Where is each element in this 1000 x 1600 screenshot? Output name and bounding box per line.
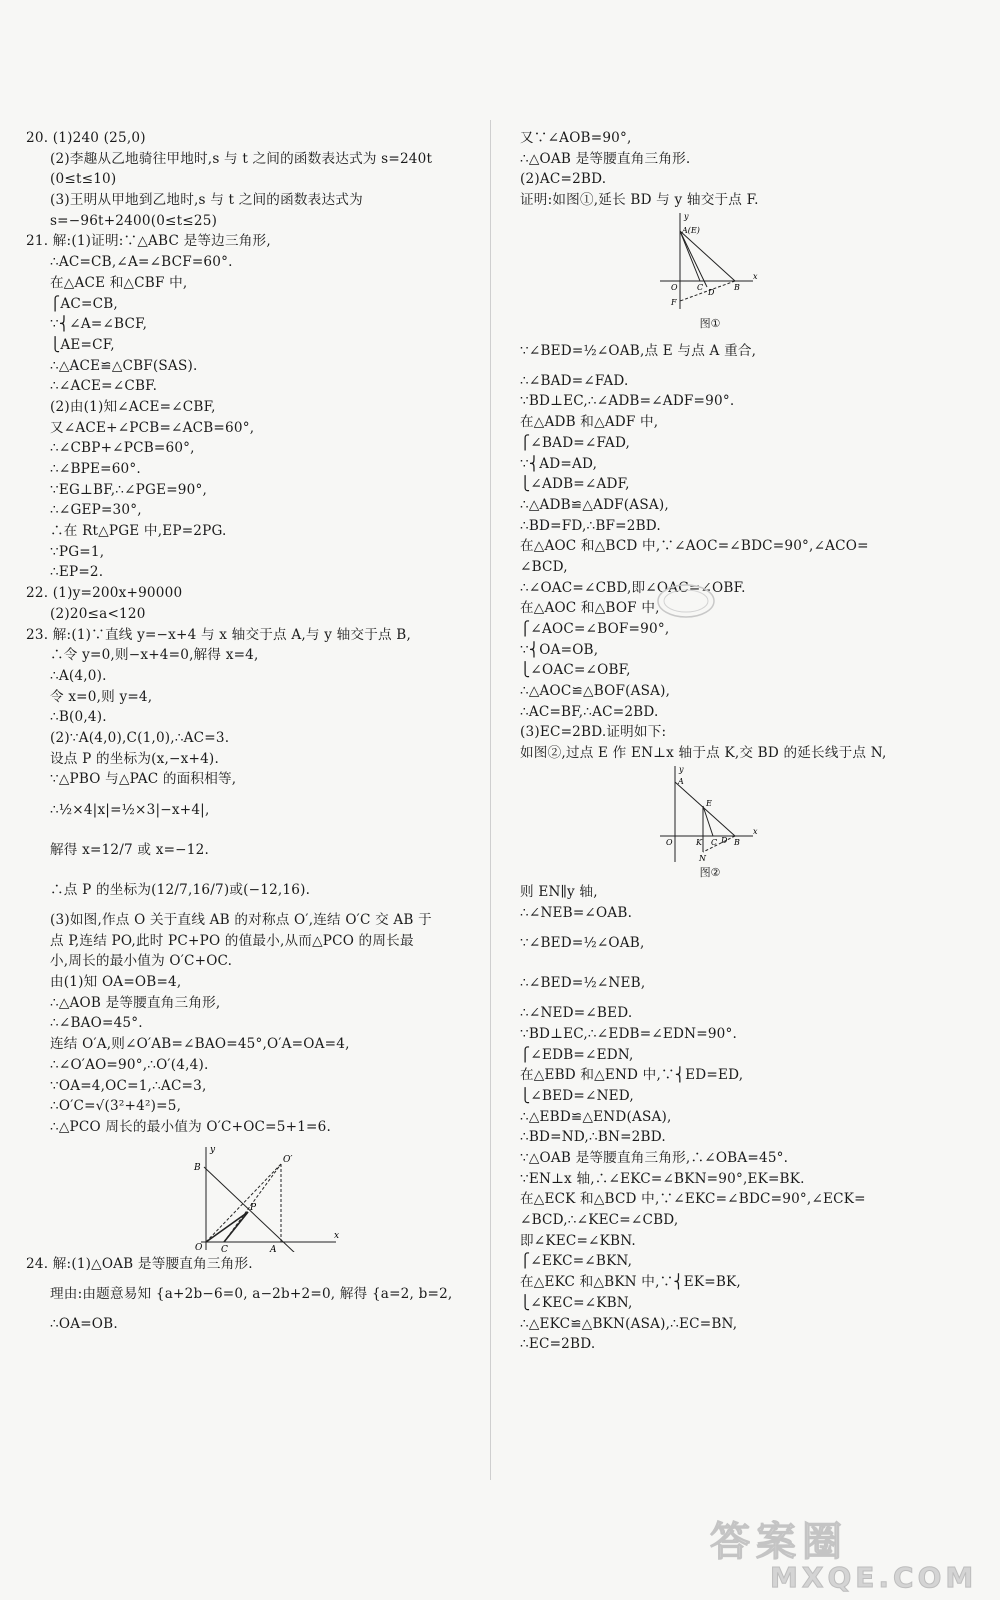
text-line: (2)20≤a<120 — [50, 605, 146, 622]
text-line: ∠BCD, — [520, 558, 568, 575]
label-x: x — [753, 826, 758, 836]
text-line: ⎧∠AOC=∠BOF=90°, — [520, 621, 670, 637]
figure-1-graph — [655, 211, 765, 315]
text-line: ∴∠NED=∠BED. — [520, 1005, 633, 1022]
text-line: ∴∠ACE=∠CBF. — [50, 378, 158, 395]
figure-1 — [655, 211, 975, 331]
label-y: y — [210, 1144, 216, 1155]
text-line: ∵△PBO 与△PAC 的面积相等, — [50, 771, 237, 788]
text-line: 连结 O′A,则∠O′AB=∠BAO=45°,O′A=OA=4, — [50, 1036, 350, 1053]
text-line: 如图②,过点 E 作 EN⊥x 轴于点 K,交 BD 的延长线于点 N, — [520, 745, 887, 762]
text-line: ⎩∠KEC=∠KBN, — [520, 1294, 633, 1311]
text-line: ∴△AOB 是等腰直角三角形, — [50, 994, 221, 1011]
text-line: ∴∠CBP+∠PCB=60°, — [50, 440, 195, 457]
label-p: P — [250, 1202, 257, 1213]
text-line: ∴△AOC≌△BOF(ASA), — [520, 683, 671, 700]
stamp-mark — [655, 582, 717, 620]
figure-2-caption: 图② — [699, 865, 721, 879]
label-k: K — [696, 837, 702, 847]
label-f: F — [671, 297, 677, 307]
text-line: ∴∠O′AO=90°,∴O′(4,4). — [50, 1056, 209, 1073]
text-line: ∴BD=ND,∴BN=2BD. — [520, 1129, 666, 1146]
figure-1-caption: 图① — [699, 316, 721, 330]
text-line: (2)李趣从乙地骑往甲地时,s 与 t 之间的函数表达式为 s=240t — [50, 150, 433, 167]
text-line: 即∠KEC=∠KBN. — [520, 1232, 636, 1249]
text-line: ∴△EKC≌△BKN(ASA),∴EC=BN, — [520, 1315, 738, 1332]
label-y: y — [679, 764, 684, 774]
watermark — [710, 1510, 978, 1594]
label-o: O — [195, 1242, 203, 1252]
label-o: O — [671, 282, 678, 292]
segment-ad — [680, 231, 707, 287]
formula-line: ∴点 P 的坐标为(12/7,16/7)或(−12,16). — [50, 882, 311, 898]
text-line: ⎩AE=CF, — [50, 336, 115, 353]
label-x: x — [753, 271, 758, 281]
text-line: 24. 解:(1)△OAB 是等腰直角三角形. — [26, 1255, 253, 1272]
text-line: (2)AC=2BD. — [520, 171, 607, 188]
segment-bn — [703, 836, 735, 852]
text-line: 在△EKC 和△BKN 中,∵⎨EK=BK, — [520, 1274, 741, 1291]
watermark-bottom: MXQE.COM — [770, 1561, 978, 1594]
text-line: ⎧∠EDB=∠EDN, — [520, 1046, 634, 1063]
text-line: ∠BCD,∴∠KEC=∠CBD, — [520, 1212, 679, 1229]
label-x: x — [334, 1230, 340, 1241]
text-line: ⎧∠EKC=∠BKN, — [520, 1253, 633, 1270]
formula-line: 解得 x=12/7 或 x=−12. — [50, 842, 209, 858]
text-line: 在△ADB 和△ADF 中, — [520, 414, 659, 431]
label-b: B — [734, 282, 740, 292]
segment-ab — [680, 231, 735, 281]
text-line: 在△AOC 和△BCD 中,∵∠AOC=∠BDC=90°,∠ACO= — [520, 538, 869, 555]
segment-ab — [675, 782, 735, 836]
text-line: ∴BD=FD,∴BF=2BD. — [520, 517, 661, 534]
text-line: ∵BD⊥EC,∴∠ADB=∠ADF=90°. — [520, 393, 735, 410]
text-line: s=−96t+2400(0≤t≤25) — [50, 212, 218, 229]
text-line: ∵⎨∠A=∠BCF, — [50, 316, 148, 333]
text-line: 在△EBD 和△END 中,∵⎨ED=ED, — [520, 1067, 744, 1084]
text-line: ⎧∠BAD=∠FAD, — [520, 434, 631, 451]
text-line: ∴OA=OB. — [50, 1316, 118, 1333]
formula-line: 理由:由题意易知 {a+2b−6=0, a−2b+2=0, 解得 {a=2, b=2, — [50, 1286, 453, 1303]
text-line: 又∠ACE+∠PCB=∠ACB=60°, — [50, 419, 255, 436]
label-c: C — [221, 1244, 228, 1252]
text-line: 在△AOC 和△BOF 中, — [520, 600, 660, 617]
label-b: B — [734, 837, 740, 847]
text-line: ∵BD⊥EC,∴∠EDB=∠EDN=90°. — [520, 1025, 738, 1042]
text-line: ∵⎨OA=OB, — [520, 641, 599, 658]
text-line: ∴令 y=0,则−x+4=0,解得 x=4, — [50, 647, 259, 664]
text-line: 22. (1)y=200x+90000 — [26, 585, 183, 602]
text-line: ∴△ACE≌△CBF(SAS). — [50, 357, 198, 374]
text-line: 23. 解:(1)∵直线 y=−x+4 与 x 轴交于点 A,与 y 轴交于点 B, — [26, 626, 412, 643]
text-line: 在△ECK 和△BCD 中,∵∠EKC=∠BDC=90°,∠ECK= — [520, 1191, 866, 1208]
text-line: ∴∠BAO=45°. — [50, 1015, 143, 1032]
label-c: C — [711, 837, 718, 847]
label-c: C — [697, 282, 704, 292]
label-a: A — [678, 776, 684, 786]
text-line: ∵⎨AD=AD, — [520, 455, 598, 472]
text-line: ∴∠GEP=30°, — [50, 502, 142, 519]
text-line: ∵EN⊥x 轴,∴∠EKC=∠BKN=90°,EK=BK. — [520, 1170, 805, 1187]
watermark-top: 答案圈 — [710, 1519, 848, 1565]
figure-3 — [186, 1142, 481, 1254]
text-line: ∴△OAB 是等腰直角三角形. — [520, 150, 691, 167]
text-line: (3)王明从甲地到乙地时,s 与 t 之间的函数表达式为 — [50, 192, 363, 209]
label-y: y — [684, 211, 689, 221]
text-line: 21. 解:(1)证明:∵△ABC 是等边三角形, — [26, 233, 271, 250]
text-line: 令 x=0,则 y=4, — [50, 688, 153, 705]
text-line: 小,周长的最小值为 O′C+OC. — [50, 953, 233, 970]
text-line: 证明:如图①,延长 BD 与 y 轴交于点 F. — [520, 192, 759, 209]
formula-line: ∴½×4|x|=½×3|−x+4|, — [50, 802, 210, 818]
text-line: ⎩∠ADB=∠ADF, — [520, 476, 630, 493]
right-column — [520, 128, 975, 1355]
label-d: D — [721, 835, 728, 845]
text-line: ∴∠NEB=∠OAB. — [520, 904, 633, 921]
text-line: ∵PG=1, — [50, 543, 105, 560]
text-line: 在△ACE 和△CBF 中, — [50, 274, 188, 291]
text-line: ⎩∠OAC=∠OBF, — [520, 662, 631, 679]
label-b: B — [194, 1162, 201, 1173]
text-line: 20. (1)240 (25,0) — [26, 130, 146, 146]
text-line: ⎩∠BED=∠NED, — [520, 1087, 634, 1104]
text-line: ∴∠OAC=∠CBD,即∠OAC=∠OBF. — [520, 579, 746, 596]
text-line: 点 P,连结 PO,此时 PC+PO 的值最小,从而△PCO 的周长最 — [50, 932, 414, 949]
text-line: ∵EG⊥BF,∴∠PGE=90°, — [50, 481, 208, 498]
figure-2-graph — [655, 764, 765, 864]
text-line: (2)由(1)知∠ACE=∠CBF, — [50, 398, 216, 415]
text-line: (0≤t≤10) — [50, 171, 117, 188]
text-line: 设点 P 的坐标为(x,−x+4). — [50, 750, 219, 767]
segment-ec — [703, 806, 713, 836]
text-line: ∵△OAB 是等腰直角三角形,∴∠OBA=45°. — [520, 1150, 789, 1166]
text-line: 又∵∠AOB=90°, — [520, 130, 632, 146]
text-line: 由(1)知 OA=OB=4, — [50, 974, 182, 991]
formula-line: ∵∠BED=½∠OAB,点 E 与点 A 重合, — [520, 342, 757, 359]
text-line: ∴O′C=√(3²+4²)=5, — [50, 1098, 182, 1115]
label-a: A — [270, 1244, 277, 1252]
label-o-prime: O′ — [283, 1154, 293, 1165]
label-n: N — [699, 853, 706, 863]
label-e: E — [706, 798, 712, 808]
text-line: ∴在 Rt△PGE 中,EP=2PG. — [50, 523, 227, 540]
text-line: 则 EN∥y 轴, — [520, 883, 598, 900]
label-o: O — [666, 837, 673, 847]
text-line: ∴∠BAD=∠FAD. — [520, 372, 629, 389]
formula-line: ∵∠BED=½∠OAB, — [520, 935, 645, 952]
text-line: ∴AC=CB,∠A=∠BCF=60°. — [50, 254, 233, 271]
text-line: ∴△EBD≌△END(ASA), — [520, 1108, 672, 1125]
segment-oo2 — [206, 1164, 281, 1242]
segment-ac — [680, 231, 700, 281]
text-line: ∴△PCO 周长的最小值为 O′C+OC=5+1=6. — [50, 1118, 331, 1135]
text-line: (3)EC=2BD.证明如下: — [520, 724, 667, 741]
text-line: ∴AC=BF,∴AC=2BD. — [520, 703, 659, 720]
text-line: (3)如图,作点 O 关于直线 AB 的对称点 O′,连结 O′C 交 AB 于 — [50, 912, 432, 928]
text-line: ∴B(0,4). — [50, 709, 107, 726]
text-line: ∵OA=4,OC=1,∴AC=3, — [50, 1077, 207, 1094]
text-line: ∴EC=2BD. — [520, 1336, 596, 1353]
figure-2 — [655, 764, 975, 882]
text-line: ∴EP=2. — [50, 564, 104, 581]
column-divider — [490, 120, 491, 1480]
figure-3-graph — [186, 1142, 346, 1252]
label-d: D — [708, 287, 715, 297]
text-line: ∴A(4,0). — [50, 667, 107, 684]
left-column — [26, 128, 481, 1335]
text-line: (2)∵A(4,0),C(1,0),∴AC=3. — [50, 729, 230, 746]
text-line: ∴∠BPE=60°. — [50, 461, 141, 477]
text-line: ∴△ADB≌△ADF(ASA), — [520, 496, 669, 513]
label-a-e: A(E) — [682, 225, 700, 235]
text-line: ⎧AC=CB, — [50, 295, 118, 312]
formula-line: ∴∠BED=½∠NEB, — [520, 975, 646, 992]
